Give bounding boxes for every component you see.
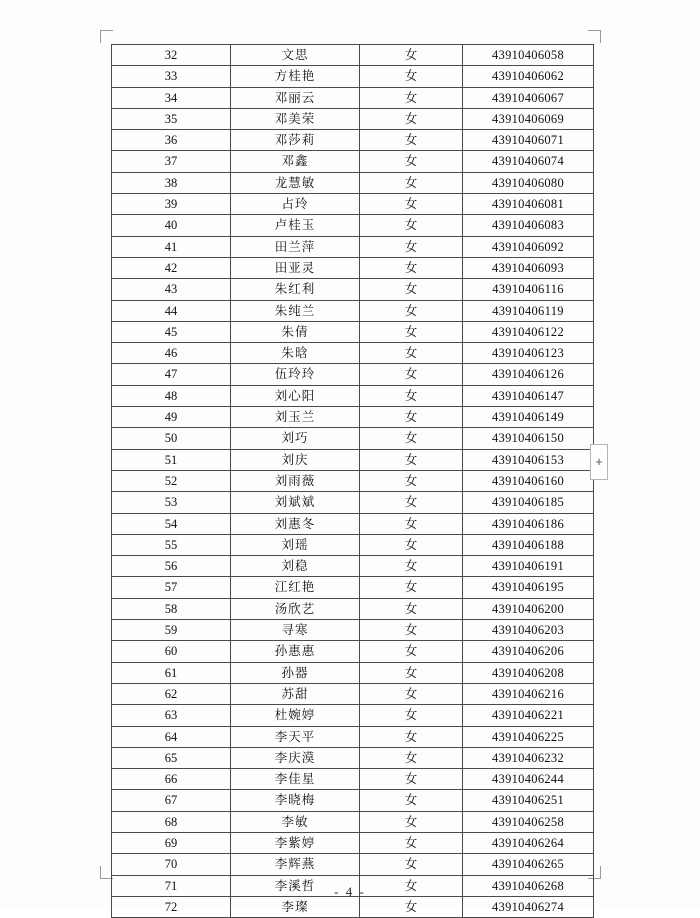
cell-exam-id: 43910406258 xyxy=(463,811,594,832)
cell-gender: 女 xyxy=(360,236,463,257)
cell-index: 70 xyxy=(112,854,231,875)
cell-gender: 女 xyxy=(360,662,463,683)
cell-exam-id: 43910406216 xyxy=(463,683,594,704)
table-row xyxy=(112,108,594,129)
table-row xyxy=(112,620,594,641)
table-row xyxy=(112,534,594,555)
table-row xyxy=(112,449,594,470)
table-row xyxy=(112,279,594,300)
cell-gender: 女 xyxy=(360,747,463,768)
table-row xyxy=(112,598,594,619)
cell-exam-id: 43910406119 xyxy=(463,300,594,321)
cell-exam-id: 43910406264 xyxy=(463,832,594,853)
table-row xyxy=(112,300,594,321)
table-row xyxy=(112,172,594,193)
cell-exam-id: 43910406221 xyxy=(463,705,594,726)
cell-exam-id: 43910406185 xyxy=(463,492,594,513)
cell-name: 刘庆 xyxy=(231,449,360,470)
cell-exam-id: 43910406116 xyxy=(463,279,594,300)
cell-gender: 女 xyxy=(360,449,463,470)
cell-gender: 女 xyxy=(360,726,463,747)
cell-name: 田亚灵 xyxy=(231,257,360,278)
cell-index: 56 xyxy=(112,556,231,577)
cell-gender: 女 xyxy=(360,343,463,364)
cell-exam-id: 43910406191 xyxy=(463,556,594,577)
cell-exam-id: 43910406195 xyxy=(463,577,594,598)
cell-index: 59 xyxy=(112,620,231,641)
cell-index: 38 xyxy=(112,172,231,193)
cell-name: 李庆漠 xyxy=(231,747,360,768)
cell-index: 36 xyxy=(112,130,231,151)
cell-index: 53 xyxy=(112,492,231,513)
cell-exam-id: 43910406251 xyxy=(463,790,594,811)
cell-name: 刘雨薇 xyxy=(231,470,360,491)
crop-mark-top-right xyxy=(588,30,601,43)
cell-exam-id: 43910406274 xyxy=(463,896,594,917)
cell-name: 杜婉婷 xyxy=(231,705,360,726)
cell-exam-id: 43910406093 xyxy=(463,257,594,278)
cell-exam-id: 43910406071 xyxy=(463,130,594,151)
table-row xyxy=(112,194,594,215)
table-row xyxy=(112,385,594,406)
cell-name: 刘瑶 xyxy=(231,534,360,555)
cell-name: 汤欣艺 xyxy=(231,598,360,619)
cell-gender: 女 xyxy=(360,811,463,832)
cell-index: 72 xyxy=(112,896,231,917)
cell-index: 45 xyxy=(112,321,231,342)
cell-exam-id: 43910406067 xyxy=(463,87,594,108)
cell-index: 43 xyxy=(112,279,231,300)
table-row xyxy=(112,641,594,662)
table-row xyxy=(112,343,594,364)
cell-index: 49 xyxy=(112,407,231,428)
cell-gender: 女 xyxy=(360,875,463,896)
table-row xyxy=(112,556,594,577)
cell-gender: 女 xyxy=(360,215,463,236)
cell-gender: 女 xyxy=(360,598,463,619)
cell-name: 卢桂玉 xyxy=(231,215,360,236)
cell-index: 39 xyxy=(112,194,231,215)
table-row xyxy=(112,66,594,87)
table-row xyxy=(112,151,594,172)
table-row xyxy=(112,45,594,66)
cell-gender: 女 xyxy=(360,534,463,555)
table-row xyxy=(112,257,594,278)
cell-gender: 女 xyxy=(360,385,463,406)
cell-name: 伍玲玲 xyxy=(231,364,360,385)
cell-index: 61 xyxy=(112,662,231,683)
cell-name: 李天平 xyxy=(231,726,360,747)
cell-index: 52 xyxy=(112,470,231,491)
cell-index: 68 xyxy=(112,811,231,832)
cell-gender: 女 xyxy=(360,194,463,215)
cell-gender: 女 xyxy=(360,854,463,875)
cell-gender: 女 xyxy=(360,407,463,428)
cell-name: 李晓梅 xyxy=(231,790,360,811)
cell-name: 邓丽云 xyxy=(231,87,360,108)
table-row xyxy=(112,662,594,683)
cell-index: 50 xyxy=(112,428,231,449)
cell-name: 刘巧 xyxy=(231,428,360,449)
cell-exam-id: 43910406080 xyxy=(463,172,594,193)
cell-index: 44 xyxy=(112,300,231,321)
cell-index: 67 xyxy=(112,790,231,811)
cell-exam-id: 43910406208 xyxy=(463,662,594,683)
roster-table xyxy=(111,44,594,918)
cell-gender: 女 xyxy=(360,896,463,917)
cell-gender: 女 xyxy=(360,428,463,449)
cell-name: 朱红利 xyxy=(231,279,360,300)
cell-gender: 女 xyxy=(360,683,463,704)
cell-gender: 女 xyxy=(360,556,463,577)
cell-gender: 女 xyxy=(360,279,463,300)
cell-exam-id: 43910406225 xyxy=(463,726,594,747)
cell-exam-id: 43910406058 xyxy=(463,45,594,66)
cell-name: 李敏 xyxy=(231,811,360,832)
cell-name: 方桂艳 xyxy=(231,66,360,87)
table-row xyxy=(112,577,594,598)
table-row xyxy=(112,130,594,151)
cell-gender: 女 xyxy=(360,513,463,534)
cell-index: 58 xyxy=(112,598,231,619)
cell-index: 60 xyxy=(112,641,231,662)
table-row xyxy=(112,215,594,236)
cell-gender: 女 xyxy=(360,492,463,513)
plus-icon: + xyxy=(595,454,603,469)
cell-gender: 女 xyxy=(360,300,463,321)
cell-gender: 女 xyxy=(360,45,463,66)
cell-index: 63 xyxy=(112,705,231,726)
cell-exam-id: 43910406265 xyxy=(463,854,594,875)
cell-name: 李紫婷 xyxy=(231,832,360,853)
cell-exam-id: 43910406123 xyxy=(463,343,594,364)
cell-name: 江红艳 xyxy=(231,577,360,598)
cell-gender: 女 xyxy=(360,620,463,641)
cell-name: 李溪哲 xyxy=(231,875,360,896)
cell-name: 文思 xyxy=(231,45,360,66)
cell-gender: 女 xyxy=(360,66,463,87)
table-row xyxy=(112,513,594,534)
cell-index: 54 xyxy=(112,513,231,534)
cell-gender: 女 xyxy=(360,641,463,662)
cell-name: 孙器 xyxy=(231,662,360,683)
cell-exam-id: 43910406160 xyxy=(463,470,594,491)
cell-index: 33 xyxy=(112,66,231,87)
cell-index: 57 xyxy=(112,577,231,598)
table-insert-handle[interactable] xyxy=(590,444,608,480)
cell-index: 40 xyxy=(112,215,231,236)
cell-gender: 女 xyxy=(360,257,463,278)
cell-gender: 女 xyxy=(360,470,463,491)
cell-name: 田兰萍 xyxy=(231,236,360,257)
cell-name: 李佳星 xyxy=(231,769,360,790)
cell-name: 寻寒 xyxy=(231,620,360,641)
cell-index: 48 xyxy=(112,385,231,406)
table-row xyxy=(112,683,594,704)
table-row xyxy=(112,364,594,385)
crop-mark-top-left xyxy=(100,30,113,43)
table-row xyxy=(112,769,594,790)
cell-gender: 女 xyxy=(360,832,463,853)
cell-index: 51 xyxy=(112,449,231,470)
cell-exam-id: 43910406081 xyxy=(463,194,594,215)
table-row xyxy=(112,407,594,428)
cell-name: 李辉燕 xyxy=(231,854,360,875)
cell-name: 刘惠冬 xyxy=(231,513,360,534)
cell-gender: 女 xyxy=(360,769,463,790)
cell-gender: 女 xyxy=(360,172,463,193)
cell-name: 邓美荣 xyxy=(231,108,360,129)
cell-exam-id: 43910406062 xyxy=(463,66,594,87)
table-row xyxy=(112,790,594,811)
cell-index: 41 xyxy=(112,236,231,257)
cell-exam-id: 43910406153 xyxy=(463,449,594,470)
table-row xyxy=(112,492,594,513)
cell-gender: 女 xyxy=(360,577,463,598)
cell-exam-id: 43910406203 xyxy=(463,620,594,641)
cell-exam-id: 43910406188 xyxy=(463,534,594,555)
cell-index: 62 xyxy=(112,683,231,704)
cell-exam-id: 43910406200 xyxy=(463,598,594,619)
cell-name: 刘斌斌 xyxy=(231,492,360,513)
table-row xyxy=(112,705,594,726)
cell-index: 65 xyxy=(112,747,231,768)
cell-index: 34 xyxy=(112,87,231,108)
cell-index: 35 xyxy=(112,108,231,129)
cell-exam-id: 43910406126 xyxy=(463,364,594,385)
table-row xyxy=(112,832,594,853)
table-row xyxy=(112,321,594,342)
table-row xyxy=(112,428,594,449)
cell-index: 42 xyxy=(112,257,231,278)
cell-exam-id: 43910406206 xyxy=(463,641,594,662)
cell-exam-id: 43910406069 xyxy=(463,108,594,129)
cell-index: 46 xyxy=(112,343,231,364)
cell-exam-id: 43910406268 xyxy=(463,875,594,896)
cell-exam-id: 43910406186 xyxy=(463,513,594,534)
cell-name: 刘稳 xyxy=(231,556,360,577)
table-row xyxy=(112,236,594,257)
cell-name: 邓鑫 xyxy=(231,151,360,172)
cell-gender: 女 xyxy=(360,87,463,108)
cell-exam-id: 43910406083 xyxy=(463,215,594,236)
cell-exam-id: 43910406147 xyxy=(463,385,594,406)
cell-exam-id: 43910406244 xyxy=(463,769,594,790)
cell-name: 孙惠惠 xyxy=(231,641,360,662)
cell-index: 47 xyxy=(112,364,231,385)
cell-exam-id: 43910406149 xyxy=(463,407,594,428)
table-row xyxy=(112,87,594,108)
table-row xyxy=(112,811,594,832)
cell-exam-id: 43910406150 xyxy=(463,428,594,449)
cell-index: 69 xyxy=(112,832,231,853)
table-row xyxy=(112,854,594,875)
cell-name: 朱倩 xyxy=(231,321,360,342)
cell-name: 占玲 xyxy=(231,194,360,215)
cell-exam-id: 43910406092 xyxy=(463,236,594,257)
cell-gender: 女 xyxy=(360,108,463,129)
cell-gender: 女 xyxy=(360,130,463,151)
cell-name: 刘心阳 xyxy=(231,385,360,406)
table-row xyxy=(112,747,594,768)
cell-index: 37 xyxy=(112,151,231,172)
cell-name: 朱纯兰 xyxy=(231,300,360,321)
page-number: - 4 - xyxy=(334,884,366,899)
cell-index: 64 xyxy=(112,726,231,747)
cell-name: 李璨 xyxy=(231,896,360,917)
cell-name: 邓莎莉 xyxy=(231,130,360,151)
cell-name: 苏甜 xyxy=(231,683,360,704)
roster-table-container xyxy=(111,44,589,918)
cell-exam-id: 43910406074 xyxy=(463,151,594,172)
cell-name: 朱晗 xyxy=(231,343,360,364)
cell-name: 龙慧敏 xyxy=(231,172,360,193)
cell-index: 66 xyxy=(112,769,231,790)
cell-gender: 女 xyxy=(360,790,463,811)
cell-index: 32 xyxy=(112,45,231,66)
cell-name: 刘玉兰 xyxy=(231,407,360,428)
table-row xyxy=(112,470,594,491)
cell-gender: 女 xyxy=(360,705,463,726)
cell-gender: 女 xyxy=(360,364,463,385)
table-row xyxy=(112,726,594,747)
cell-exam-id: 43910406232 xyxy=(463,747,594,768)
cell-exam-id: 43910406122 xyxy=(463,321,594,342)
cell-gender: 女 xyxy=(360,321,463,342)
cell-index: 55 xyxy=(112,534,231,555)
cell-gender: 女 xyxy=(360,151,463,172)
cell-index: 71 xyxy=(112,875,231,896)
